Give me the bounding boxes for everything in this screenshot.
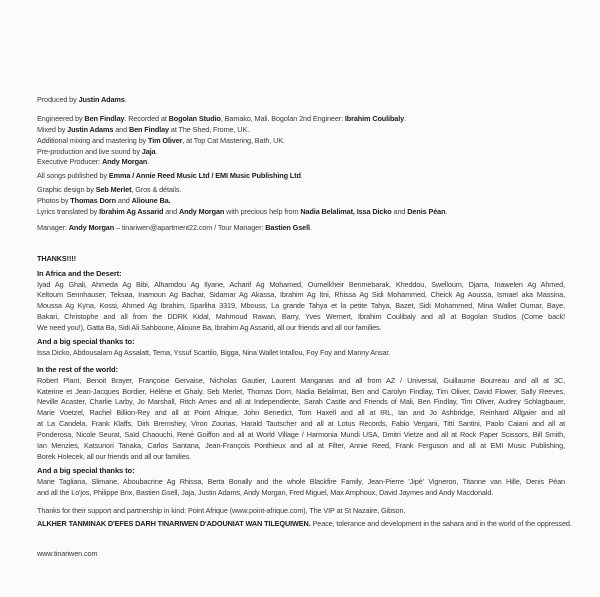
credit-text: In the rest of the world: [37, 364, 118, 374]
credit-line [37, 441, 565, 452]
credit-line [37, 290, 565, 301]
credit-name: Ibrahim Coulibaly [344, 113, 405, 123]
credit-name: Alioune Ba. [131, 196, 171, 206]
credits-block [37, 519, 572, 530]
credit-text: at La Candela, Frank Klaffs, Dirk Bremshey, Viron Zourias, Harald Tautscher and all at Lotus Records, Fabio Vergani, Titti Santini, Paolo Caiani and all at [37, 419, 565, 429]
credits-page [37, 95, 572, 560]
credit-text: and [116, 196, 132, 206]
credit-line [37, 196, 565, 207]
credit-text: . [155, 146, 158, 156]
credit-line [37, 430, 565, 441]
credit-text: Iyad Ag Ghali, Ahmeda Ag Bibi, Alhamdou Ag Ilyane, Acharif Ag Mohamed, Oumelkheir Benmebarak, Kheddou, Swelloum, Djarra, Inawelen Ag Ahmed, [37, 279, 565, 289]
thanks-heading [37, 254, 565, 265]
credit-name: Ben Findlay [128, 124, 169, 134]
credit-text: . [309, 222, 312, 232]
credit-line [37, 280, 565, 291]
credits-block [37, 506, 565, 517]
credit-name: ALKHER TANMINAK D'EFES DARH TINARIWEN D'ADOUNIAT WAN TILEQUIWEN. [37, 519, 311, 529]
credit-text: Marie Voetzel, Rachel Billion-Rey and all at Point Afrique, John Benedict, Tom Haxell and all at IRL, Ian and Jo Ashbridge, Reinhard Allgaier and all [37, 408, 565, 418]
credits-block [37, 466, 565, 499]
credit-name: Thomas Dorn [70, 196, 116, 206]
section-heading [37, 337, 565, 348]
credits-block [37, 365, 565, 463]
credit-line [37, 452, 565, 463]
credit-name: Andy Morgan [101, 157, 148, 167]
credit-line [37, 301, 565, 312]
credit-line [37, 312, 565, 323]
credit-text: Thanks for their support and partnership in kind: Point Afrique (www.point-afrique.com), The VIP at St Nazaire, Gibson. [37, 505, 406, 515]
credit-name: Bogolan Studio [168, 113, 221, 123]
credits-block [37, 549, 565, 560]
credit-name: Justin Adams [78, 95, 125, 104]
credits-block [37, 95, 565, 106]
credit-text: at The Shed, Frome, UK. [168, 124, 250, 134]
credit-text: Produced by [37, 95, 79, 104]
credit-name: Ben Findlay [84, 113, 125, 123]
credit-text: and [391, 207, 408, 217]
credit-line [37, 348, 565, 359]
credit-text: In Africa and the Desert: [37, 268, 122, 278]
credit-text: . Recorded at [124, 113, 169, 123]
credit-text: Katerine et Jean-Jacques Bordier, Hélène et Ghaly, Seb Merlet, Thomas Dorn, Nadia Belalimat, Ben and Carolyn Findlay, Tim Oliver, David Flower, Sally Reeves, [37, 386, 565, 396]
credit-name: Denis Péan [407, 207, 446, 217]
credit-text: and [113, 124, 129, 134]
credit-line [37, 323, 565, 334]
credit-line [37, 519, 572, 530]
credit-text: Engineered by [37, 113, 85, 123]
credit-line [37, 387, 565, 398]
credit-line [37, 397, 565, 408]
credit-line [37, 114, 565, 125]
credits-block [37, 185, 565, 218]
credit-line [37, 207, 565, 218]
credit-line [37, 488, 565, 499]
credit-text: with precious help from [224, 207, 301, 217]
credit-text: All songs published by [37, 171, 109, 181]
credit-text: Bakari, Christophe and all from the DDRK Kidal, Mahmoud Rawari, Barry, Yves Wernert, Ibrahim Coulibaly and all at Bogolan Studios (Come back! [37, 312, 565, 322]
credit-text: Lyrics translated by [37, 207, 100, 217]
credit-line [37, 136, 565, 147]
credit-text: www.tinariwen.com [37, 549, 98, 559]
credit-line [37, 95, 565, 106]
credit-text: Pre-production and live sound by [37, 146, 142, 156]
credit-line [37, 223, 565, 234]
credit-name: Ibrahim Ag Assarid [99, 207, 164, 217]
credit-name: Seb Merlet [95, 185, 132, 195]
credit-line [37, 147, 565, 158]
credit-name: Tim Oliver [148, 135, 183, 145]
credit-text: – tinariwen@apartment22.com / Tour Manager: [114, 222, 266, 232]
credit-text: Ian Menzies, Katsunori Tanaka, Carlos Santana, Jean-François Ponthieux and all at Filter, Annie Reed, Frank Ferguson and all at EMI Music Publishing, [37, 441, 565, 451]
credit-line [37, 408, 565, 419]
credit-text: Photos by [37, 196, 71, 206]
credit-line [37, 157, 565, 168]
credit-text: Marie Tagliana, Slimane, Aboubacrine Ag Rhissa, Berta Bonally and the whole Blackfire Family, Jean-Pierre 'Jipé' Vigneron, Titanne van Hille, Denis Péan [37, 476, 565, 486]
credit-text: . [147, 157, 150, 167]
credit-text: And a big special thanks to: [37, 337, 135, 347]
credit-name: Justin Adams [67, 124, 114, 134]
credit-text: We need you!), Gatta Ba, Sidi Ali Sahboune, Alioune Ba, Ibrahim Ag Assarid, all our friends and all our families. [37, 323, 382, 333]
credit-text: , at Top Cat Mastering, Bath, UK. [182, 135, 285, 145]
section-heading [37, 269, 565, 280]
credit-text: Moussa Ag Kyna, Kossi, Ahmed Ag Ibrahim, Sparliha 3319, Mbouss, La grande Tahya et la petite Tahya, Bazet, Sidi Mohammed, Mina Wallet Oumar, Baye, [37, 301, 565, 311]
credit-text: Additional mixing and mastering by [37, 135, 148, 145]
credits-block [37, 223, 565, 234]
credit-line [37, 419, 565, 430]
credit-line [37, 171, 565, 182]
credit-text: Peace, tolerance and development in the sahara and in the world of the oppressed. [310, 519, 572, 529]
credit-line [37, 254, 565, 265]
credit-text: Issa Dicko, Abdousalam Ag Assalatt, Tema, Yssuf Scartilo, Bigga, Nina Wallet Intallou, Foy Foy and Manny Ansar. [37, 347, 391, 357]
credit-text: Borek Holecek, all our friends and all our families. [37, 451, 191, 461]
credit-line [37, 477, 565, 488]
credit-text: Manager: [37, 222, 69, 232]
credit-text: and [163, 207, 179, 217]
credit-text: , Bamako, Mali. Bogolan 2nd Engineer: [220, 113, 345, 123]
credits-block [37, 114, 565, 168]
credit-text: Ponderosa, Nicole Seurat, Saïd Chaouchi, René Goiffon and all at World Village / Harmonia Mundi USA, Dmitri Vietze and all at Rock Paper Scissors, Bill Smith, [37, 430, 565, 440]
credit-line [37, 125, 565, 136]
credit-text: Keltoum Sennhauser, Teksaa, Inamoun Ag Bachar, Sidamar Ag Akassa, Ibrahim Ag Itni, Rhissa Ag Sidi Mohammed, Cheick Ag Aoussa, Ismael aka Massina, [37, 290, 565, 300]
credit-text: Robert Plant, Benoit Brayer, Françoise Gervaise, Nicholas Gautier, Laurent Manganas and all from AZ / Universal, Guillaume Bourreau and all at 3C, [37, 375, 565, 385]
credit-name: Andy Morgan [178, 207, 225, 217]
credit-text: And a big special thanks to: [37, 465, 135, 475]
credit-line [37, 185, 565, 196]
credits-block [37, 337, 565, 359]
credit-line [37, 376, 565, 387]
credit-line [37, 506, 565, 517]
credits-block [37, 269, 565, 334]
credit-name: Andy Morgan [68, 222, 115, 232]
section-heading [37, 466, 565, 477]
credit-line [37, 549, 565, 560]
credit-text: , Gros & détails. [131, 185, 182, 195]
credit-name: Emma / Annie Reed Music Ltd / EMI Music Publishing Ltd [108, 171, 301, 181]
credit-name: Jaja [141, 146, 156, 156]
credit-name: Bastien Gsell [265, 222, 310, 232]
credit-text: . [404, 113, 406, 123]
credit-text: . [445, 207, 448, 217]
section-heading [37, 365, 565, 376]
credit-text: Mixed by [37, 124, 68, 134]
credit-text: Graphic design by [37, 185, 96, 195]
credits-block [37, 171, 565, 182]
credit-text: Neville Acaster, Charlie Larby, Jo Marshall, Ritch Ames and all at Independiente, Sarah Castle and Friends of Mali, Ben Findlay, Tim Oliver, Audrey Schlagbauer, [37, 397, 565, 407]
credit-text: and all the Lo'jos, Philippe Brix, Bastien Gsell, Jaja, Justin Adams, Andy Morgan, Fred Miguel, Max Amphoux, David Jaymes and Andy Macdonald. [37, 487, 494, 497]
credit-text: Executive Producer: [37, 157, 102, 167]
credit-text: . [124, 95, 127, 104]
credit-name: Nadia Belalimat, Issa Dicko [300, 207, 392, 217]
credit-text: THANKS!!!! [37, 253, 76, 263]
credit-text: . [300, 171, 303, 181]
